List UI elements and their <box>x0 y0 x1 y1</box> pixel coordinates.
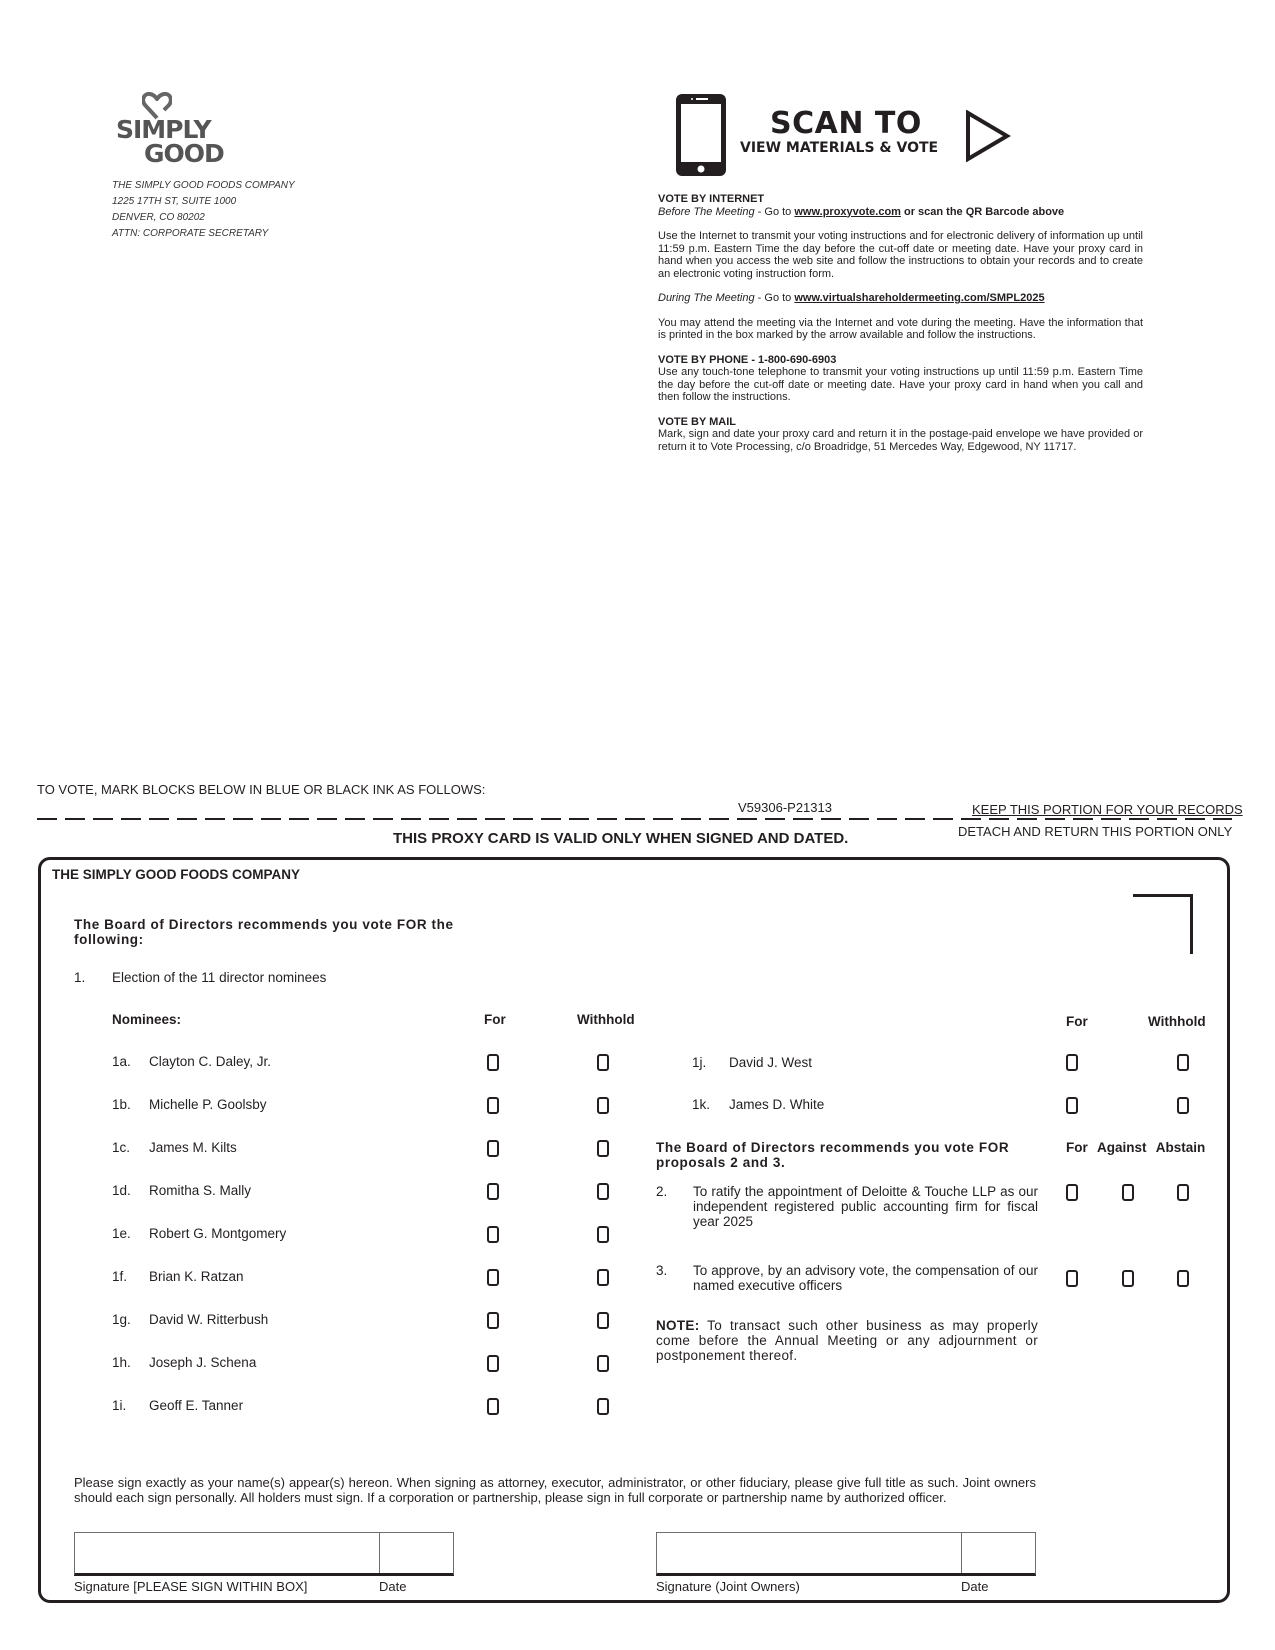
during-body: You may attend the meeting via the Internet and vote during the meeting. Have the information that is printed in the box marked by the arrow available and follow the instructions. <box>658 316 1143 341</box>
logo-line-1: SIMPLY <box>116 115 211 144</box>
during-meeting-line <box>658 292 1143 305</box>
proxyvote-link[interactable]: www.proxyvote.com <box>794 205 901 218</box>
checkbox-against-3[interactable] <box>1122 1270 1134 1287</box>
card-company-name: THE SIMPLY GOOD FOODS COMPANY <box>52 867 301 882</box>
vote-phone-heading: VOTE BY PHONE - 1-800-690-6903 <box>658 353 837 366</box>
nominee-row <box>112 1355 256 1370</box>
nominee-row <box>112 1097 267 1112</box>
keep-portion-label: KEEP THIS PORTION FOR YOUR RECORDS <box>972 802 1243 817</box>
nominee-row <box>692 1097 824 1112</box>
voting-instructions <box>658 193 1143 453</box>
nominee-name: Romitha S. Mally <box>149 1183 252 1198</box>
proposal-1 <box>74 970 326 985</box>
play-arrow-icon <box>965 110 1011 162</box>
scan-title: SCAN TO <box>770 106 922 141</box>
note-label: NOTE: <box>656 1318 700 1333</box>
nominee-code: 1e. <box>112 1226 131 1241</box>
scan-subtitle: VIEW MATERIALS & VOTE <box>740 140 939 156</box>
checkbox-for-1e[interactable] <box>487 1226 499 1243</box>
checkbox-for-1b[interactable] <box>487 1097 499 1114</box>
proposal-2 <box>656 1184 1038 1232</box>
company-logo <box>112 92 242 172</box>
checkbox-abstain-3[interactable] <box>1177 1270 1189 1287</box>
phone-body: Use any touch-tone telephone to transmit your voting instructions up until 11:59 p.m. Eastern Time the day before the cut-off date or meeting date. Have your proxy card in hand when you call and then follow the instructions. <box>658 366 1143 403</box>
checkbox-against-2[interactable] <box>1122 1184 1134 1201</box>
nominee-code: 1f. <box>112 1269 128 1284</box>
logo-line-2: GOOD <box>144 139 224 168</box>
checkbox-withhold-1e[interactable] <box>597 1226 609 1243</box>
proposal-number: 3. <box>656 1263 668 1278</box>
proposal-text: Election of the 11 director nominees <box>112 970 327 985</box>
checkbox-withhold-1i[interactable] <box>597 1398 609 1415</box>
signature-label: Signature [PLEASE SIGN WITHIN BOX] <box>74 1579 308 1594</box>
checkbox-abstain-2[interactable] <box>1177 1184 1189 1201</box>
detach-line <box>37 818 1232 820</box>
checkbox-withhold-1g[interactable] <box>597 1312 609 1329</box>
nominee-code: 1g. <box>112 1312 131 1327</box>
note <box>656 1318 1038 1363</box>
address-line: DENVER, CO 80202 <box>112 212 205 223</box>
joint-date-field[interactable] <box>962 1533 1035 1573</box>
date-field[interactable] <box>380 1533 453 1573</box>
checkbox-for-1f[interactable] <box>487 1269 499 1286</box>
before-meeting-line <box>658 206 1143 219</box>
checkbox-withhold-1h[interactable] <box>597 1355 609 1372</box>
address-line: THE SIMPLY GOOD FOODS COMPANY <box>112 180 295 191</box>
nominee-name: James D. White <box>729 1097 825 1112</box>
nominee-name: David J. West <box>729 1055 813 1070</box>
checkbox-for-1g[interactable] <box>487 1312 499 1329</box>
goto-text: - Go to <box>754 292 795 304</box>
proposal-text: To ratify the appointment of Deloitte & Touche LLP as our independent registered public accounting firm for fiscal year 2025 <box>693 1184 1038 1229</box>
mail-body: Mark, sign and date your proxy card and return it in the postage-paid envelope we have provided or return it to Vote Processing, c/o Broadridge, 51 Mercedes Way, Edgewood, NY 11717. <box>658 428 1143 453</box>
proposal-number: 2. <box>656 1184 668 1199</box>
checkbox-for-1j[interactable] <box>1066 1054 1078 1071</box>
joint-signature-box <box>656 1532 1036 1576</box>
board-recommendation-2: The Board of Directors recommends you vote FOR proposals 2 and 3. <box>656 1140 1010 1170</box>
for-against-abstain-header: For Against Abstain <box>1066 1140 1206 1155</box>
nominee-name: Brian K. Ratzan <box>149 1269 244 1284</box>
for-header: For <box>484 1012 506 1027</box>
nominee-name: Joseph J. Schena <box>149 1355 257 1370</box>
nominee-name: Michelle P. Goolsby <box>149 1097 267 1112</box>
nominees-header: Nominees: <box>112 1012 182 1027</box>
corner-mark <box>1133 894 1193 954</box>
internet-body: Use the Internet to transmit your voting instructions and for electronic delivery of information up until 11:59 p.m. Eastern Time the day before the cut-off date or meeting date. Have your proxy card in hand when you access the web site and follow the instructions to obtain your records and to create an electronic voting instruction form. <box>658 230 1143 280</box>
vote-mail-heading: VOTE BY MAIL <box>658 415 737 428</box>
board-recommendation-1: The Board of Directors recommends you vote FOR the following: <box>74 917 454 947</box>
withhold-header: Withhold <box>577 1012 635 1027</box>
during-meeting-label: During The Meeting <box>658 292 755 304</box>
nominee-row <box>112 1312 268 1327</box>
valid-notice: THIS PROXY CARD IS VALID ONLY WHEN SIGNED AND DATED. <box>393 830 849 847</box>
checkbox-withhold-1b[interactable] <box>597 1097 609 1114</box>
proposal-3 <box>656 1263 1038 1295</box>
signing-instructions: Please sign exactly as your name(s) appear(s) hereon. When signing as attorney, executor, administrator, or other fiduciary, please give full title as such. Joint owners should each sign personally. All holders must sign. If a corporation or partnership, please sign in full corporate or partnership name by authorized officer. <box>74 1475 1036 1505</box>
signature-box <box>74 1532 454 1576</box>
nominee-code: 1i. <box>112 1398 127 1413</box>
nominee-code: 1k. <box>692 1097 711 1112</box>
checkbox-withhold-1c[interactable] <box>597 1140 609 1157</box>
nominee-code: 1d. <box>112 1183 131 1198</box>
for-header: For <box>1066 1014 1088 1029</box>
proposal-number: 1. <box>74 970 86 985</box>
vote-internet-heading: VOTE BY INTERNET <box>658 193 765 205</box>
checkbox-for-3[interactable] <box>1066 1270 1078 1287</box>
detach-portion-label: DETACH AND RETURN THIS PORTION ONLY <box>958 824 1233 839</box>
nominee-code: 1a. <box>112 1054 131 1069</box>
nominee-row <box>112 1398 243 1413</box>
joint-signature-field[interactable] <box>657 1533 962 1573</box>
checkbox-for-2[interactable] <box>1066 1184 1078 1201</box>
virtual-meeting-link[interactable]: www.virtualshareholdermeeting.com/SMPL2025 <box>794 292 1045 304</box>
checkbox-for-1d[interactable] <box>487 1183 499 1200</box>
goto-text: - Go to <box>754 205 795 218</box>
nominee-row <box>692 1055 812 1070</box>
nominee-code: 1b. <box>112 1097 131 1112</box>
joint-signature-label: Signature (Joint Owners) <box>656 1579 800 1594</box>
nominee-code: 1j. <box>692 1055 707 1070</box>
checkbox-for-1h[interactable] <box>487 1355 499 1372</box>
smartphone-icon <box>676 94 726 176</box>
signature-field[interactable] <box>75 1533 380 1573</box>
note-text: To transact such other business as may properly come before the Annual Meeting or any adjournment or postponement thereof. <box>656 1318 1038 1363</box>
nominee-row <box>112 1183 251 1198</box>
nominee-name: Clayton C. Daley, Jr. <box>149 1054 272 1069</box>
qr-text: or scan the QR Barcode above <box>900 205 1065 218</box>
joint-date-label: Date <box>961 1579 989 1594</box>
control-number: V59306-P21313 <box>738 800 832 815</box>
to-vote-instruction: TO VOTE, MARK BLOCKS BELOW IN BLUE OR BLACK INK AS FOLLOWS: <box>37 782 486 797</box>
nominee-name: Robert G. Montgomery <box>149 1226 287 1241</box>
nominee-name: James M. Kilts <box>149 1140 237 1155</box>
nominee-name: Geoff E. Tanner <box>149 1398 244 1413</box>
date-label: Date <box>379 1579 407 1594</box>
checkbox-withhold-1a[interactable] <box>597 1054 609 1071</box>
address-line: 1225 17TH ST, SUITE 1000 <box>112 196 237 207</box>
proposal-text: To approve, by an advisory vote, the compensation of our named executive officers <box>693 1263 1038 1293</box>
return-address <box>112 178 295 242</box>
nominee-row <box>112 1226 286 1241</box>
address-line: ATTN: CORPORATE SECRETARY <box>112 228 269 239</box>
checkbox-for-1k[interactable] <box>1066 1097 1078 1114</box>
nominee-row <box>112 1269 244 1284</box>
nominee-row <box>112 1140 237 1155</box>
checkbox-for-1a[interactable] <box>487 1054 499 1071</box>
checkbox-withhold-1f[interactable] <box>597 1269 609 1286</box>
checkbox-for-1c[interactable] <box>487 1140 499 1157</box>
nominee-code: 1c. <box>112 1140 131 1155</box>
nominee-row <box>112 1054 271 1069</box>
before-meeting-label: Before The Meeting <box>658 205 755 218</box>
withhold-header: Withhold <box>1148 1014 1206 1029</box>
checkbox-withhold-1k[interactable] <box>1177 1097 1189 1114</box>
checkbox-withhold-1d[interactable] <box>597 1183 609 1200</box>
nominee-name: David W. Ritterbush <box>149 1312 269 1327</box>
nominee-code: 1h. <box>112 1355 131 1370</box>
checkbox-for-1i[interactable] <box>487 1398 499 1415</box>
checkbox-withhold-1j[interactable] <box>1177 1054 1189 1071</box>
